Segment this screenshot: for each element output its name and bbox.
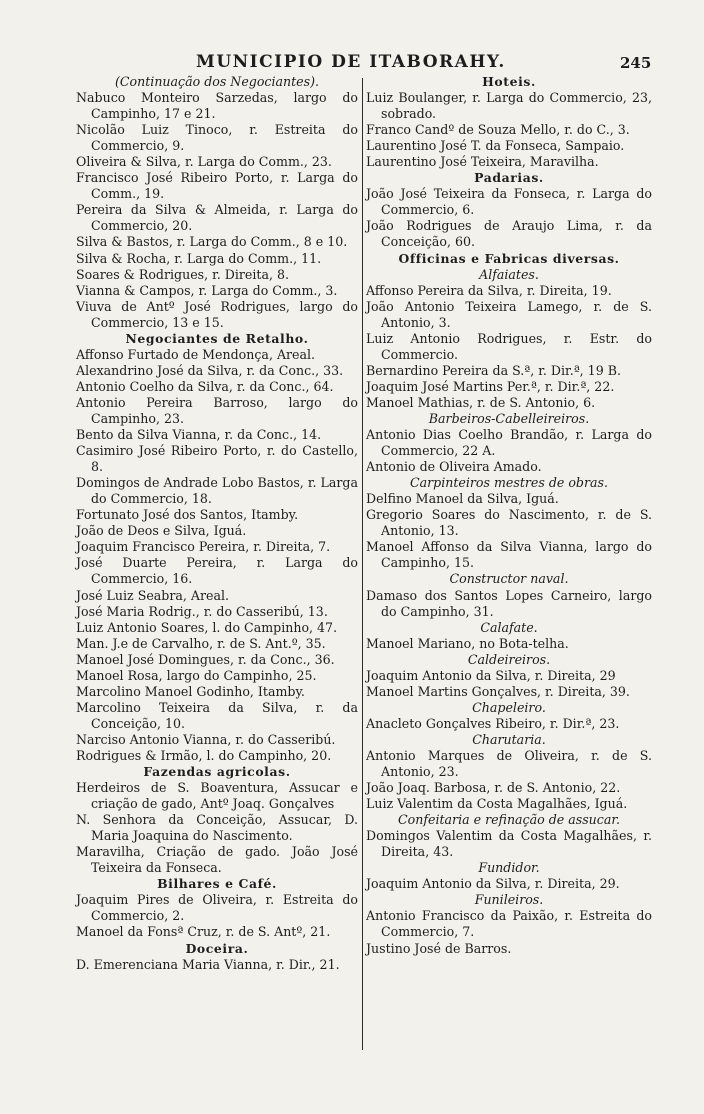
directory-entry: Manoel Mathias, r. de S. Antonio, 6.: [366, 394, 596, 410]
directory-entry: Rodrigues & Irmão, l. do Campinho, 20.: [76, 747, 332, 763]
directory-entry: Manoel da Fonsª Cruz, r. de S. Antº, 21.: [76, 924, 331, 940]
directory-entry: Herdeiros de S. Boaventura, Assucar e criação de gado, Antº Joaq. Gonçalves: [76, 780, 358, 812]
directory-entry: Antonio Francisco da Paixão, r. Estreita do Commercio, 7.: [366, 908, 652, 940]
directory-entry: Damaso dos Santos Lopes Carneiro, largo do Campinho, 31.: [366, 587, 652, 619]
directory-entry: Antonio Pereira Barroso, largo do Campinho, 23.: [76, 394, 358, 426]
directory-entry: Joaquim Antonio da Silva, r. Direita, 29: [366, 667, 616, 683]
subsection-heading: Caldeireiros.: [467, 651, 551, 667]
directory-entry: João Antonio Teixeira Lamego, r. de S. Antonio, 3.: [366, 298, 652, 330]
directory-entry: José Duarte Pereira, r. Larga do Commercio, 16.: [76, 555, 358, 587]
subsection-heading: Carpinteiros mestres de obras.: [410, 475, 608, 491]
directory-entry: Silva & Rocha, r. Larga do Comm., 11.: [76, 250, 322, 266]
directory-entry: Alexandrino José da Silva, r. da Conc., 33.: [76, 362, 344, 378]
subsection-heading: Constructor naval.: [449, 571, 569, 587]
subsection-heading: Fundidor.: [478, 860, 540, 876]
directory-entry: Francisco José Ribeiro Porto, r. Larga do Comm., 19.: [76, 170, 358, 202]
directory-entry: Luiz Antonio Rodrigues, r. Estr. do Commercio.: [366, 330, 652, 362]
directory-entry: Domingos de Andrade Lobo Bastos, r. Larga do Commercio, 18.: [76, 475, 358, 507]
directory-entry: Silva & Bastos, r. Larga do Comm., 8 e 10.: [76, 234, 348, 250]
directory-entry: Maravilha, Criação de gado. João José Teixeira da Fonseca.: [76, 844, 358, 876]
directory-entry: Gregorio Soares do Nascimento, r. de S. Antonio, 13.: [366, 507, 652, 539]
directory-entry: Man. J.e de Carvalho, r. de S. Ant.º, 35.: [76, 635, 326, 651]
directory-entry: João Rodrigues de Araujo Lima, r. da Conceição, 60.: [366, 218, 652, 250]
subsection-heading: Confeitaria e refinação de assucar.: [398, 812, 620, 828]
subsection-heading: Barbeiros-Cabelleireiros.: [428, 410, 590, 426]
directory-entry: Luiz Valentim da Costa Magalhães, Iguá.: [366, 796, 628, 812]
column-divider: [362, 78, 363, 1050]
directory-entry: Manoel Rosa, largo do Campinho, 25.: [76, 667, 317, 683]
directory-entry: Laurentino José T. da Fonseca, Sampaio.: [366, 138, 625, 154]
page-number: 245: [620, 54, 652, 72]
directory-entry: Antonio Dias Coelho Brandão, r. Larga do Commercio, 22 A.: [366, 427, 652, 459]
directory-entry: Fortunato José dos Santos, Itamby.: [76, 507, 299, 523]
directory-entry: João Joaq. Barbosa, r. de S. Antonio, 22.: [366, 780, 621, 796]
directory-entry: Manoel José Domingues, r. da Conc., 36.: [76, 651, 335, 667]
section-heading: Bilhares e Café.: [157, 876, 277, 892]
section-heading: Hoteis.: [482, 74, 536, 89]
directory-entry: Bernardino Pereira da S.ª, r. Dir.ª, 19 B.: [366, 362, 621, 378]
subsection-heading: Calafate.: [480, 619, 538, 635]
directory-entry: Domingos Valentim da Costa Magalhães, r. Direita, 43.: [366, 828, 652, 860]
directory-entry: Manoel Mariano, no Bota-telha.: [366, 635, 569, 651]
directory-entry: Joaquim Francisco Pereira, r. Direita, 7.: [76, 539, 331, 555]
directory-entry: Luiz Antonio Soares, l. do Campinho, 47.: [76, 619, 338, 635]
directory-entry: Luiz Boulanger, r. Larga do Commercio, 23, sobrado.: [366, 90, 652, 122]
directory-entry: Pereira da Silva & Almeida, r. Larga do Commercio, 20.: [76, 202, 358, 234]
subsection-heading: Funileiros.: [474, 892, 544, 908]
section-heading: Officinas e Fabricas diversas.: [398, 250, 620, 266]
directory-entry: Joaquim José Martins Per.ª, r. Dir.ª, 22.: [366, 378, 615, 394]
section-heading: Doceira.: [185, 940, 249, 956]
directory-entry: Nicolão Luiz Tinoco, r. Estreita do Commercio, 9.: [76, 122, 358, 154]
directory-entry: Delfino Manoel da Silva, Iguá.: [366, 491, 559, 507]
directory-entry: Oliveira & Silva, r. Larga do Comm., 23.: [76, 154, 332, 170]
directory-entry: Bento da Silva Vianna, r. da Conc., 14.: [76, 427, 322, 443]
directory-entry: João José Teixeira da Fonseca, r. Larga do Commercio, 6.: [366, 186, 652, 218]
directory-entry: Antonio Marques de Oliveira, r. de S. Antonio, 23.: [366, 747, 652, 780]
directory-entry: Narciso Antonio Vianna, r. do Casseribú.: [76, 731, 336, 747]
section-heading: Negociantes de Retalho.: [125, 330, 309, 346]
page-header: [0, 52, 704, 76]
directory-entry: Marcolino Teixeira da Silva, r. da Conceição, 10.: [76, 699, 358, 731]
directory-entry: José Luiz Seabra, Areal.: [76, 587, 229, 603]
subsection-heading: Charutaria.: [472, 731, 546, 747]
directory-entry: Joaquim Antonio da Silva, r. Direita, 29.: [366, 876, 620, 892]
directory-entry: Viuva de Antº José Rodrigues, largo do Commercio, 13 e 15.: [76, 298, 358, 330]
directory-entry: Affonso Pereira da Silva, r. Direita, 19.: [366, 282, 612, 298]
directory-entry: Manoel Affonso da Silva Vianna, largo do Campinho, 15.: [366, 539, 652, 571]
directory-entry: Marcolino Manoel Godinho, Itamby.: [76, 683, 305, 699]
directory-entry: Affonso Furtado de Mendonça, Areal.: [76, 346, 316, 362]
directory-entry: Laurentino José Teixeira, Maravilha.: [366, 154, 599, 170]
directory-entry: Justino José de Barros.: [366, 940, 512, 956]
directory-entry: Antonio Coelho da Silva, r. da Conc., 64.: [76, 378, 334, 394]
directory-entry: Vianna & Campos, r. Larga do Comm., 3.: [76, 282, 338, 298]
page-title: MUNICIPIO DE ITABORAHY.: [196, 52, 506, 72]
directory-entry: D. Emerenciana Maria Vianna, r. Dir., 21.: [76, 956, 340, 972]
directory-entry: José Maria Rodrig., r. do Casseribú, 13.: [76, 603, 328, 619]
section-heading: Padarias.: [474, 170, 544, 186]
directory-entry: Anacleto Gonçalves Ribeiro, r. Dir.ª, 23.: [366, 715, 620, 731]
directory-entry: João de Deos e Silva, Iguá.: [76, 523, 247, 539]
directory-entry: N. Senhora da Conceição, Assucar, D. Maria Joaquina do Nascimento.: [76, 812, 358, 844]
directory-entry: Franco Candº de Souza Mello, r. do C., 3.: [366, 122, 630, 138]
directory-entry: Soares & Rodrigues, r. Direita, 8.: [76, 266, 289, 282]
subsection-heading: (Continuação dos Negociantes).: [114, 74, 320, 89]
subsection-heading: Alfaiates.: [479, 266, 539, 282]
directory-entry: Casimiro José Ribeiro Porto, r. do Castello, 8.: [76, 443, 358, 475]
subsection-heading: Chapeleiro.: [472, 699, 546, 715]
directory-entry: Manoel Martins Gonçalves, r. Direita, 39.: [366, 683, 630, 699]
section-heading: Fazendas agricolas.: [143, 764, 291, 780]
directory-entry: Antonio de Oliveira Amado.: [366, 459, 542, 475]
directory-entry: Joaquim Pires de Oliveira, r. Estreita do Commercio, 2.: [76, 892, 358, 924]
right-column: [366, 74, 652, 957]
left-column: [76, 74, 358, 973]
directory-entry: Nabuco Monteiro Sarzedas, largo do Campinho, 17 e 21.: [76, 90, 358, 122]
